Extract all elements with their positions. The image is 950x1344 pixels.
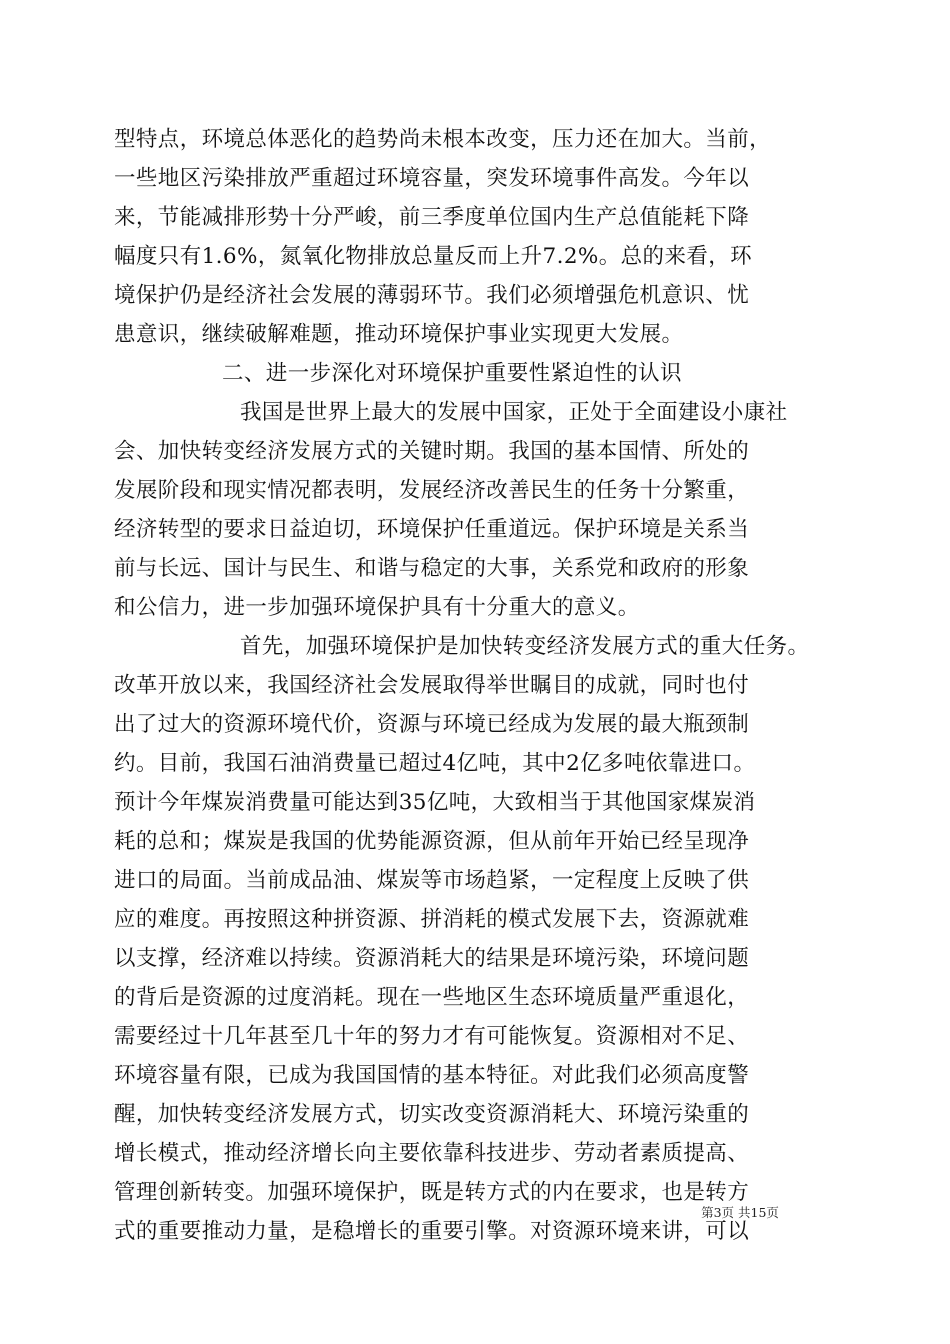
text-line: 式的重要推动力量，是稳增长的重要引擎。对资源环境来讲，可以 xyxy=(114,1219,750,1244)
text-line: 增长模式，推动经济增长向主要依靠科技进步、劳动者素质提高、 xyxy=(114,1141,750,1166)
text-line: 我国是世界上最大的发展中国家，正处于全面建设小康社 xyxy=(240,400,788,425)
text-line: 需要经过十几年甚至几十年的努力才有可能恢复。资源相对不足、 xyxy=(114,1024,750,1049)
text-line: 会、加快转变经济发展方式的关键时期。我国的基本国情、所处的 xyxy=(114,439,750,464)
text-line: 醒，加快转变经济发展方式，切实改变资源消耗大、环境污染重的 xyxy=(114,1102,750,1127)
text-line: 来，节能减排形势十分严峻，前三季度单位国内生产总值能耗下降 xyxy=(114,205,750,230)
text-line: 患意识，继续破解难题，推动环境保护事业实现更大发展。 xyxy=(114,322,684,347)
text-line: 和公信力，进一步加强环境保护具有十分重大的意义。 xyxy=(114,595,640,620)
text-line: 预计今年煤炭消费量可能达到35亿吨，大致相当于其他国家煤炭消 xyxy=(114,790,756,815)
text-line: 经济转型的要求日益迫切，环境保护任重道远。保护环境是关系当 xyxy=(114,517,750,542)
text-line: 以支撑，经济难以持续。资源消耗大的结果是环境污染，环境问题 xyxy=(114,946,750,971)
text-line: 约。目前，我国石油消费量已超过4亿吨，其中2亿多吨依靠进口。 xyxy=(114,751,756,776)
document-body xyxy=(114,120,834,1251)
text-line: 型特点，环境总体恶化的趋势尚未根本改变，压力还在加大。当前， xyxy=(114,127,772,152)
footer-middle: 页 共 xyxy=(721,1205,751,1220)
text-line: 进口的局面。当前成品油、煤炭等市场趋紧，一定程度上反映了供 xyxy=(114,868,750,893)
footer-total-pages: 15 xyxy=(750,1205,767,1220)
footer-suffix: 页 xyxy=(766,1205,779,1220)
footer-current-page: 3 xyxy=(713,1205,722,1220)
text-line: 应的难度。再按照这种拼资源、拼消耗的模式发展下去，资源就难 xyxy=(114,907,750,932)
text-line: 境保护仍是经济社会发展的薄弱环节。我们必须增强危机意识、忧 xyxy=(114,283,750,308)
footer-prefix: 第 xyxy=(701,1205,714,1220)
text-line: 幅度只有1.6%，氮氧化物排放总量反而上升7.2%。总的来看，环 xyxy=(114,244,753,269)
text-line: 发展阶段和现实情况都表明，发展经济改善民生的任务十分繁重， xyxy=(114,478,750,503)
text-line: 一些地区污染排放严重超过环境容量，突发环境事件高发。今年以 xyxy=(114,166,750,191)
text-line: 出了过大的资源环境代价，资源与环境已经成为发展的最大瓶颈制 xyxy=(114,712,750,737)
text-line: 首先，加强环境保护是加快转变经济发展方式的重大任务。 xyxy=(240,634,810,659)
text-line: 改革开放以来，我国经济社会发展取得举世瞩目的成就，同时也付 xyxy=(114,673,750,698)
page-footer xyxy=(640,1205,840,1221)
text-line: 环境容量有限，已成为我国国情的基本特征。对此我们必须高度警 xyxy=(114,1063,750,1088)
section-heading: 二、进一步深化对环境保护重要性紧迫性的认识 xyxy=(222,361,682,386)
text-line: 耗的总和；煤炭是我国的优势能源资源，但从前年开始已经呈现净 xyxy=(114,829,750,854)
text-line: 管理创新转变。加强环境保护，既是转方式的内在要求，也是转方 xyxy=(114,1180,750,1205)
text-line: 的背后是资源的过度消耗。现在一些地区生态环境质量严重退化， xyxy=(114,985,750,1010)
text-line: 前与长远、国计与民生、和谐与稳定的大事，关系党和政府的形象 xyxy=(114,556,750,581)
